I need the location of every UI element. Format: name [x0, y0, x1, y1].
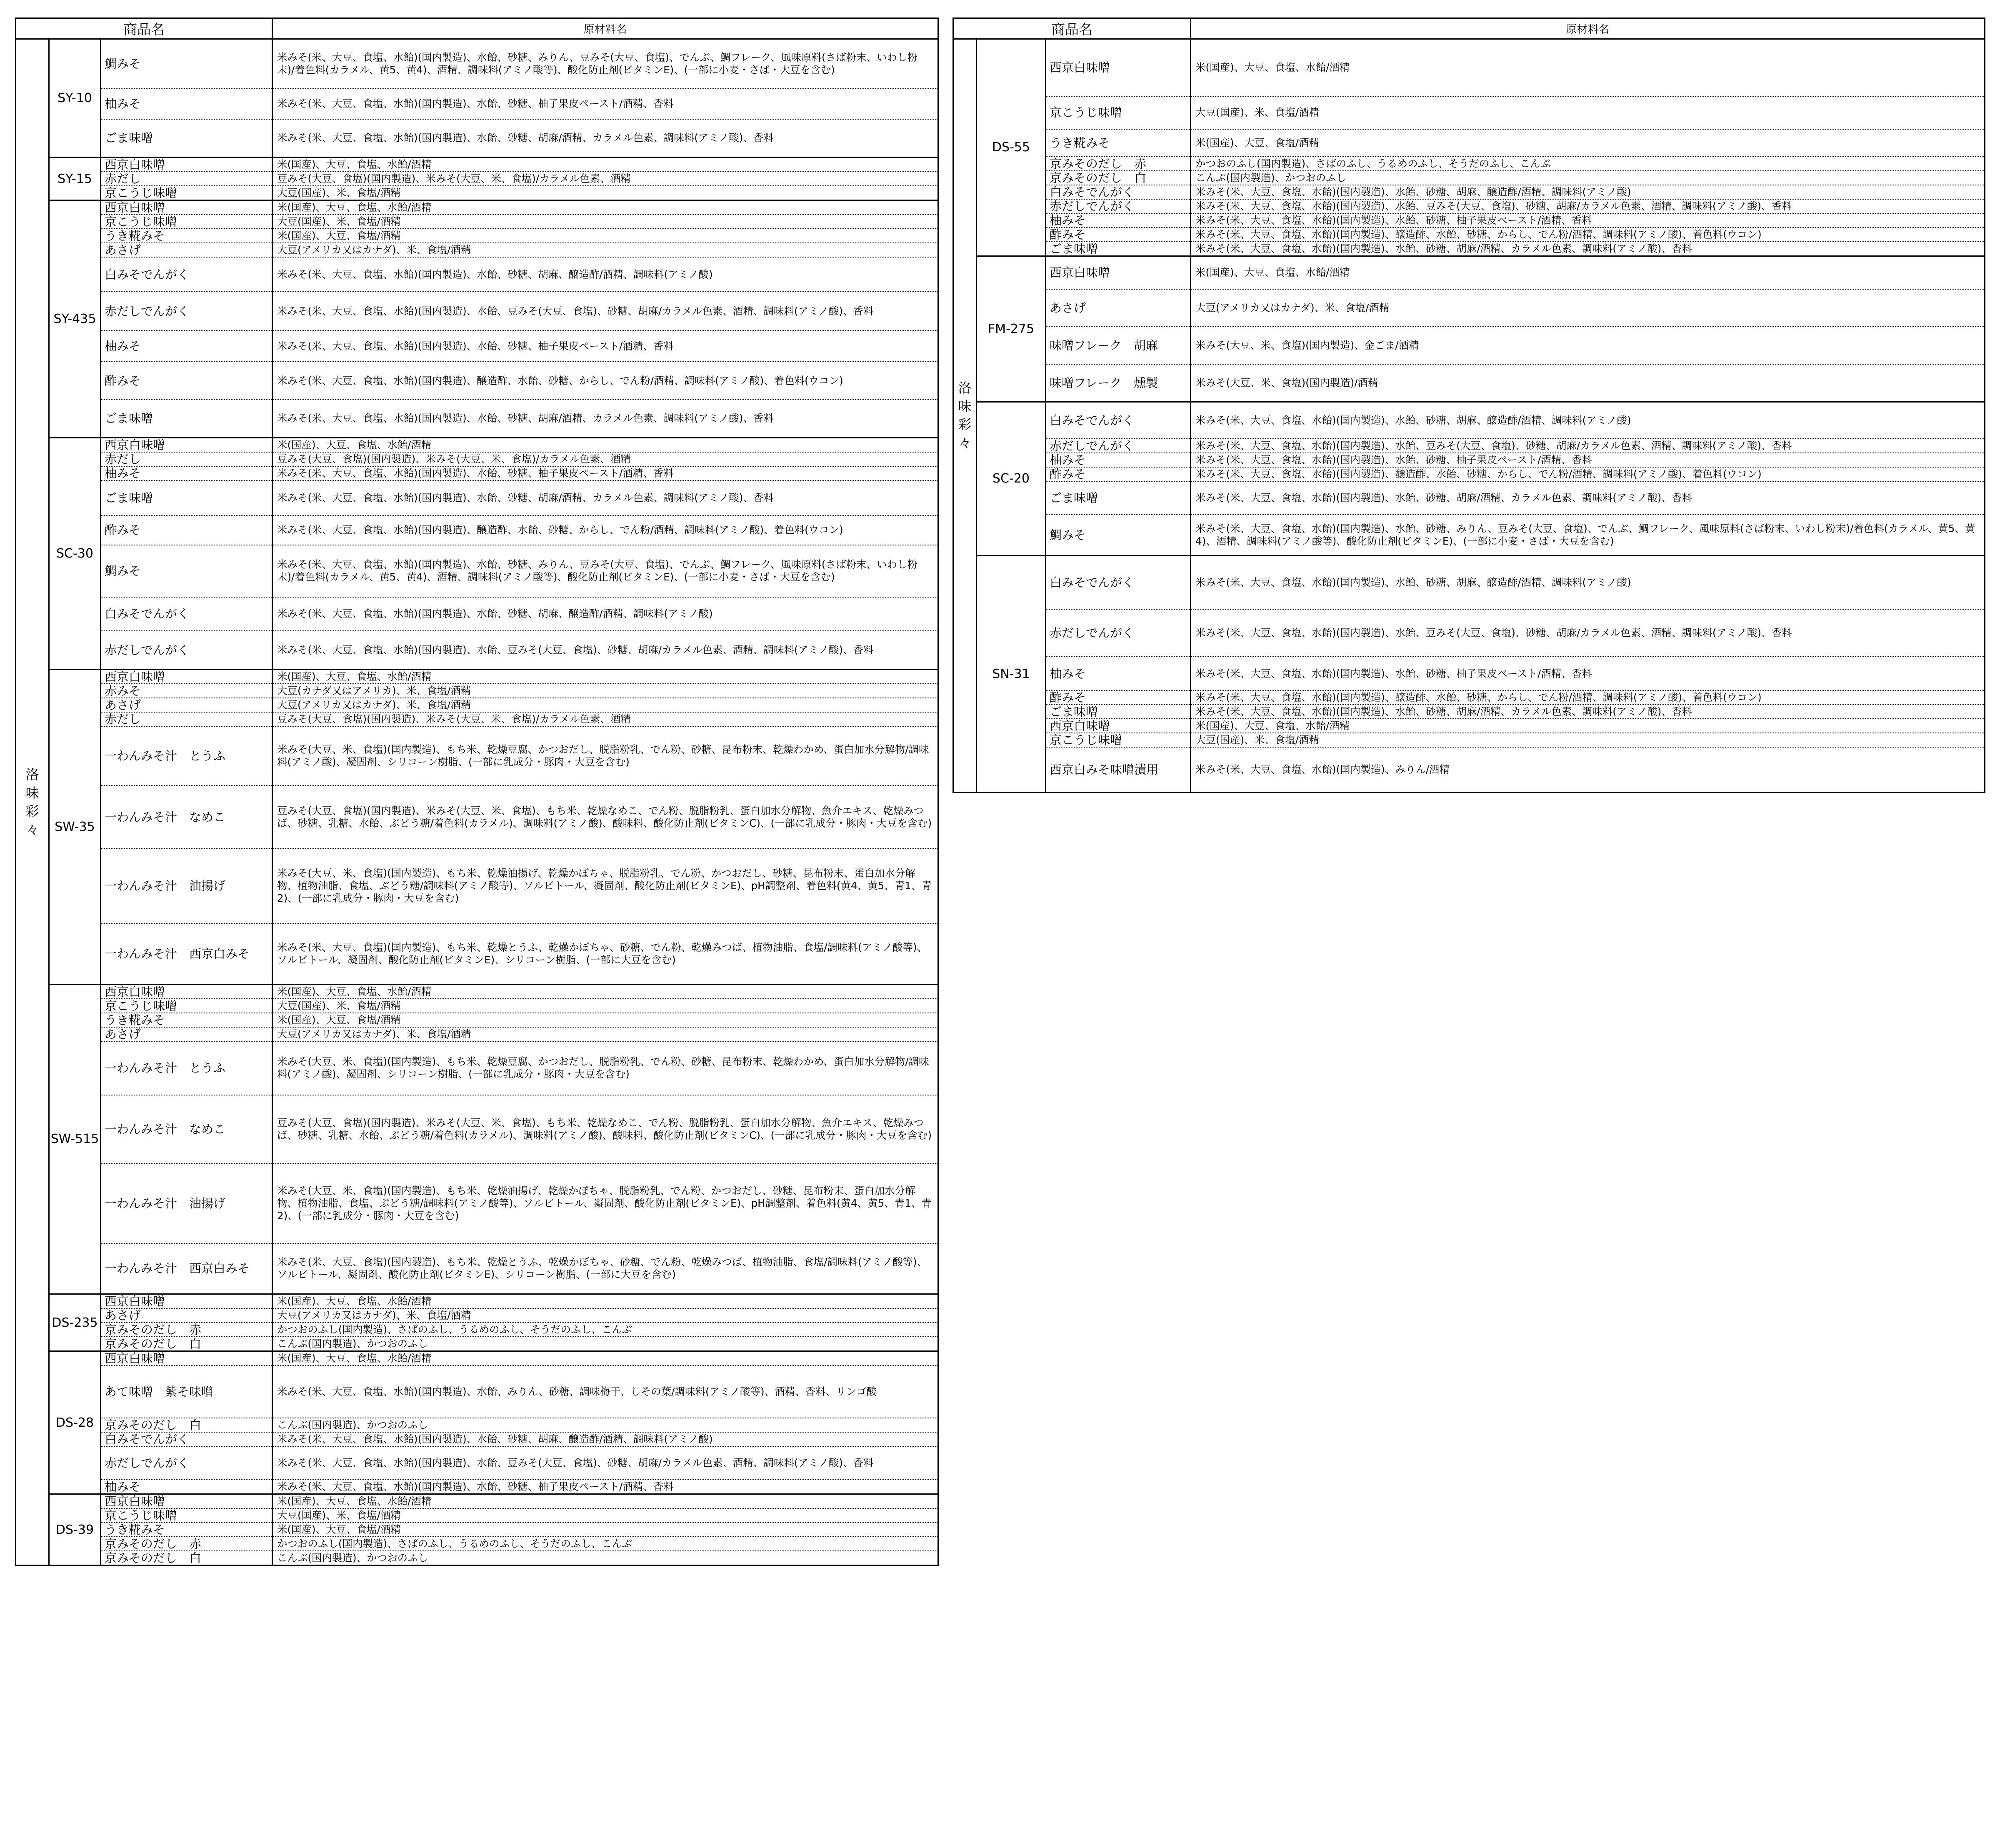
item-name: 西京白味噌: [101, 670, 272, 684]
item-name: 白みそでんがく: [1046, 185, 1191, 199]
item-name: 酢みそ: [101, 515, 272, 545]
ingredient-table-left: [15, 18, 939, 1566]
item-name: あて味噌 紫そ味噌: [101, 1365, 272, 1418]
item-name: 京みそのだし 赤: [101, 1537, 272, 1551]
ingredient-row: [16, 1095, 938, 1163]
item-name: 西京白味噌: [1046, 39, 1191, 96]
ingredient-row: [16, 362, 938, 400]
ingredient-row: [953, 555, 1985, 609]
item-name: 京こうじ味噌: [101, 215, 272, 229]
item-name: 京こうじ味噌: [101, 1508, 272, 1523]
ingredient-row: [953, 185, 1985, 199]
ingredient-row: [16, 89, 938, 119]
item-name: 一わんみそ汁 油揚げ: [101, 848, 272, 923]
ingredients-text: 米みそ(米、大豆、食塩、水飴)(国内製造)、水飴、砂糖、胡麻/酒精、カラメル色素、調味料(アミノ酸)、香料: [272, 400, 938, 438]
ingredient-row: [953, 705, 1985, 719]
item-name: 柚みそ: [1046, 657, 1191, 690]
ingredient-row: [16, 712, 938, 726]
right-body: [953, 39, 1985, 793]
ingredients-text: 米みそ(米、大豆、食塩、水飴)(国内製造)、水飴、砂糖、柚子果皮ペースト/酒精、香料: [1191, 213, 1985, 228]
ingredients-text: 米みそ(米、大豆、食塩、水飴)(国内製造)、醸造酢、水飴、砂糖、からし、でん粉/酒精、調味料(アミノ酸)、着色料(ウコン): [1191, 228, 1985, 242]
item-name: 白みそでんがく: [1046, 555, 1191, 609]
ingredient-row: [16, 1508, 938, 1523]
ingredient-row: [953, 364, 1985, 402]
header-ingredients: 原材料名: [1191, 18, 1985, 39]
item-name: ごま味噌: [1046, 705, 1191, 719]
ingredient-row: [16, 1551, 938, 1565]
ingredients-text: 米みそ(米、大豆、食塩、水飴)(国内製造)、水飴、砂糖、胡麻/酒精、カラメル色素、調味料(アミノ酸)、香料: [272, 480, 938, 515]
ingredients-text: 米みそ(米、大豆、食塩、水飴)(国内製造)、水飴、砂糖、胡麻、醸造酢/酒精、調味料(アミノ酸): [272, 597, 938, 631]
ingredient-row: [953, 439, 1985, 453]
ingredients-text: 米みそ(大豆、米、食塩)(国内製造)、もち米、乾燥豆腐、かつおだし、脱脂粉乳、でん粉、砂糖、昆布粉末、乾燥わかめ、蛋白加水分解物/調味料(アミノ酸)、凝固剤、シリコーン樹脂、(一部に乳成分・豚肉・大豆を含む): [272, 726, 938, 785]
ingredient-row: [16, 1523, 938, 1537]
ingredient-row: [16, 158, 938, 172]
item-name: 赤だし: [101, 712, 272, 726]
ingredient-row: [953, 199, 1985, 213]
ingredient-row: [953, 327, 1985, 364]
ingredient-row: [953, 157, 1985, 171]
ingredients-text: 米みそ(米、大豆、食塩、水飴)(国内製造)、水飴、砂糖、みりん、豆みそ(大豆、食塩)、でんぶ、鯛フレーク、風味原料(さば粉末、いわし粉末)/着色料(カラメル、黄5、黄4)、酒精、調味料(アミノ酸等)、酸化防止剤(ビタミンE)、(一部に小麦・さば・大豆を含む): [1191, 515, 1985, 555]
ingredient-row: [16, 229, 938, 243]
ingredient-row: [16, 330, 938, 362]
item-name: 一わんみそ汁 西京白みそ: [101, 1243, 272, 1294]
ingredients-text: 米みそ(米、大豆、食塩、水飴)(国内製造)、水飴、砂糖、柚子果皮ペースト/酒精、香料: [1191, 657, 1985, 690]
ingredients-text: 米(国産)、大豆、食塩/酒精: [272, 1523, 938, 1537]
product-code: SC-20: [977, 402, 1046, 555]
ingredients-text: 米(国産)、大豆、食塩/酒精: [272, 1013, 938, 1027]
ingredient-row: [16, 698, 938, 712]
ingredients-text: 大豆(国産)、米、食塩/酒精: [272, 1508, 938, 1523]
ingredients-text: 大豆(アメリカ又はカナダ)、米、食塩/酒精: [1191, 289, 1985, 327]
header-ingredients: 原材料名: [272, 18, 938, 39]
ingredients-text: 米みそ(大豆、米、食塩)(国内製造)、金ごま/酒精: [1191, 327, 1985, 364]
product-code: DS-28: [49, 1351, 101, 1494]
item-name: 一わんみそ汁 なめこ: [101, 1095, 272, 1163]
ingredient-table-right: [952, 18, 1985, 793]
ingredient-row: [16, 848, 938, 923]
item-name: あさげ: [1046, 289, 1191, 327]
ingredients-text: 米みそ(米、大豆、食塩、水飴)(国内製造)、水飴、砂糖、胡麻/酒精、カラメル色素、調味料(アミノ酸)、香料: [1191, 242, 1985, 256]
item-name: 酢みそ: [1046, 228, 1191, 242]
product-code: DS-39: [49, 1494, 101, 1565]
ingredient-row: [16, 452, 938, 466]
ingredients-text: 米みそ(大豆、米、食塩)(国内製造)、もち米、乾燥油揚げ、乾燥かぼちゃ、脱脂粉乳、でん粉、かつおだし、砂糖、昆布粉末、蛋白加水分解物、植物油脂、食塩、ぶどう糖/調味料(アミノ酸等)、ソルビトール、凝固剤、酸化防止剤(ビタミンE)、pH調整剤、着色料(黄4、黄5、青1、青2)、(一部に乳成分・豚肉・大豆を含む): [272, 848, 938, 923]
item-name: 京こうじ味噌: [101, 999, 272, 1013]
ingredient-row: [953, 242, 1985, 256]
ingredient-row: [953, 171, 1985, 185]
item-name: 味噌フレーク 胡麻: [1046, 327, 1191, 364]
ingredients-text: 米(国産)、大豆、食塩、水飴/酒精: [272, 1494, 938, 1509]
ingredients-text: 豆みそ(大豆、食塩)(国内製造)、米みそ(大豆、米、食塩)、もち米、乾燥なめこ、でん粉、脱脂粉乳、蛋白加水分解物、魚介エキス、乾燥みつば、砂糖、乳糖、水飴、ぶどう糖/着色料(カラメル)、調味料(アミノ酸)、酸味料、酸化防止剤(ビタミンC)、(一部に乳成分・豚肉・大豆を含む): [272, 785, 938, 848]
ingredient-row: [953, 39, 1985, 96]
ingredient-row: [16, 1323, 938, 1337]
item-name: 京みそのだし 赤: [101, 1323, 272, 1337]
item-name: 赤みそ: [101, 684, 272, 698]
item-name: 白みそでんがく: [1046, 402, 1191, 439]
ingredient-row: [16, 984, 938, 999]
ingredient-row: [16, 1041, 938, 1095]
item-name: 赤だし: [101, 452, 272, 466]
ingredient-row: [953, 481, 1985, 515]
ingredient-row: [16, 670, 938, 684]
ingredient-row: [953, 747, 1985, 792]
product-code: SY-435: [49, 200, 101, 438]
ingredient-row: [953, 657, 1985, 690]
ingredient-row: [16, 1480, 938, 1494]
ingredients-text: 米みそ(米、大豆、食塩、水飴)(国内製造)、水飴、豆みそ(大豆、食塩)、砂糖、胡麻/カラメル色素、酒精、調味料(アミノ酸)、香料: [272, 1446, 938, 1480]
ingredient-row: [16, 597, 938, 631]
ingredients-text: 豆みそ(大豆、食塩)(国内製造)、米みそ(大豆、米、食塩)/カラメル色素、酒精: [272, 452, 938, 466]
ingredients-text: 米みそ(米、大豆、食塩、水飴)(国内製造)、水飴、砂糖、胡麻/酒精、カラメル色素、調味料(アミノ酸)、香料: [272, 119, 938, 158]
item-name: 一わんみそ汁 とうふ: [101, 726, 272, 785]
item-name: 赤だしでんがく: [1046, 439, 1191, 453]
ingredients-text: 米みそ(米、大豆、食塩、水飴)(国内製造)、水飴、砂糖、胡麻/酒精、カラメル色素、調味料(アミノ酸)、香料: [1191, 481, 1985, 515]
ingredient-row: [16, 1013, 938, 1027]
ingredients-text: 米みそ(米、大豆、食塩、水飴)(国内製造)、水飴、砂糖、胡麻、醸造酢/酒精、調味料(アミノ酸): [1191, 185, 1985, 199]
ingredients-text: 米みそ(米、大豆、食塩、水飴)(国内製造)、水飴、豆みそ(大豆、食塩)、砂糖、胡麻/カラメル色素、酒精、調味料(アミノ酸)、香料: [1191, 199, 1985, 213]
ingredient-row: [953, 515, 1985, 555]
item-name: あさげ: [101, 243, 272, 257]
item-name: 西京白みそ味噌漬用: [1046, 747, 1191, 792]
ingredient-row: [16, 292, 938, 330]
ingredients-text: 米(国産)、大豆、食塩、水飴/酒精: [1191, 719, 1985, 733]
ingredients-text: 米みそ(米、大豆、食塩、水飴)(国内製造)、水飴、砂糖、胡麻、醸造酢/酒精、調味料(アミノ酸): [272, 1432, 938, 1446]
ingredients-text: 米みそ(米、大豆、食塩、水飴)(国内製造)、水飴、豆みそ(大豆、食塩)、砂糖、胡麻/カラメル色素、酒精、調味料(アミノ酸)、香料: [272, 292, 938, 330]
ingredients-text: 豆みそ(大豆、食塩)(国内製造)、米みそ(大豆、米、食塩)/カラメル色素、酒精: [272, 172, 938, 186]
product-code: SY-10: [49, 39, 101, 158]
ingredients-text: 大豆(アメリカ又はカナダ)、米、食塩/酒精: [272, 1027, 938, 1041]
ingredient-row: [16, 1365, 938, 1418]
product-code: SY-15: [49, 158, 101, 200]
ingredients-text: 米(国産)、大豆、食塩、水飴/酒精: [272, 984, 938, 999]
ingredients-text: 米みそ(米、大豆、食塩)(国内製造)、もち米、乾燥とうふ、乾燥かぼちゃ、砂糖、でん粉、乾燥みつば、植物油脂、食塩/調味料(アミノ酸等)、ソルビトール、凝固剤、酸化防止剤(ビタミンE)、シリコーン樹脂、(一部に大豆を含む): [272, 923, 938, 984]
ingredient-row: [16, 215, 938, 229]
ingredient-row: [953, 733, 1985, 747]
ingredient-row: [16, 257, 938, 292]
item-name: 京こうじ味噌: [1046, 733, 1191, 747]
ingredients-text: 米みそ(米、大豆、食塩、水飴)(国内製造)、醸造酢、水飴、砂糖、からし、でん粉/酒精、調味料(アミノ酸)、着色料(ウコン): [272, 515, 938, 545]
ingredients-text: 大豆(国産)、米、食塩/酒精: [1191, 733, 1985, 747]
product-code: FM-275: [977, 256, 1046, 402]
ingredients-text: 大豆(アメリカ又はカナダ)、米、食塩/酒精: [272, 1308, 938, 1323]
ingredients-text: 大豆(国産)、米、食塩/酒精: [272, 999, 938, 1013]
item-name: 京みそのだし 赤: [1046, 157, 1191, 171]
ingredients-text: 米みそ(米、大豆、食塩、水飴)(国内製造)、水飴、砂糖、胡麻、醸造酢/酒精、調味料(アミノ酸): [272, 257, 938, 292]
ingredients-text: 米(国産)、大豆、食塩、水飴/酒精: [272, 1351, 938, 1366]
ingredients-text: 米みそ(米、大豆、食塩、水飴)(国内製造)、醸造酢、水飴、砂糖、からし、でん粉/酒精、調味料(アミノ酸)、着色料(ウコン): [272, 362, 938, 400]
ingredient-row: [16, 785, 938, 848]
ingredient-row: [16, 1308, 938, 1323]
ingredients-text: 米(国産)、大豆、食塩/酒精: [272, 229, 938, 243]
item-name: 京こうじ味噌: [101, 186, 272, 200]
ingredient-row: [953, 690, 1985, 705]
ingredient-row: [16, 1351, 938, 1366]
ingredient-row: [953, 609, 1985, 657]
ingredients-text: 大豆(カナダ又はアメリカ)、米、食塩/酒精: [272, 684, 938, 698]
ingredients-text: 米みそ(米、大豆、食塩、水飴)(国内製造)、水飴、砂糖、柚子果皮ペースト/酒精、香料: [272, 89, 938, 119]
ingredients-text: 米みそ(米、大豆、食塩、水飴)(国内製造)、水飴、砂糖、みりん、豆みそ(大豆、食塩)、でんぶ、鯛フレーク、風味原料(さば粉末、いわし粉末)/着色料(カラメル、黄5、黄4)、酒精、調味料(アミノ酸等)、酸化防止剤(ビタミンE)、(一部に小麦・さば・大豆を含む): [272, 39, 938, 89]
ingredient-row: [953, 453, 1985, 467]
product-code: DS-235: [49, 1294, 101, 1351]
ingredients-text: 米(国産)、大豆、食塩、水飴/酒精: [272, 1294, 938, 1309]
ingredients-text: 米みそ(米、大豆、食塩、水飴)(国内製造)、水飴、みりん、砂糖、調味梅干、しその葉/調味料(アミノ酸等)、酒精、香料、リンゴ酸: [272, 1365, 938, 1418]
ingredients-text: 米(国産)、大豆、食塩、水飴/酒精: [272, 670, 938, 684]
ingredients-text: 米みそ(米、大豆、食塩、水飴)(国内製造)、水飴、砂糖、胡麻、醸造酢/酒精、調味料(アミノ酸): [1191, 402, 1985, 439]
ingredient-row: [16, 1027, 938, 1041]
item-name: 柚みそ: [101, 1480, 272, 1494]
item-name: 西京白味噌: [101, 200, 272, 215]
ingredient-row: [953, 402, 1985, 439]
item-name: うき糀みそ: [101, 1523, 272, 1537]
header-product-name: 商品名: [16, 18, 272, 39]
ingredients-text: 米(国産)、大豆、食塩、水飴/酒精: [1191, 256, 1985, 289]
ingredient-row: [16, 39, 938, 89]
ingredients-text: 米みそ(米、大豆、食塩、水飴)(国内製造)、みりん/酒精: [1191, 747, 1985, 792]
ingredients-text: かつおのふし(国内製造)、さばのふし、うるめのふし、そうだのふし、こんぶ: [272, 1323, 938, 1337]
item-name: 酢みそ: [1046, 690, 1191, 705]
product-code: SW-35: [49, 670, 101, 985]
item-name: あさげ: [101, 698, 272, 712]
item-name: 西京白味噌: [101, 438, 272, 452]
ingredient-row: [953, 96, 1985, 129]
ingredients-text: 米(国産)、大豆、食塩、水飴/酒精: [272, 158, 938, 172]
ingredients-text: 大豆(国産)、米、食塩/酒精: [272, 186, 938, 200]
ingredients-text: 米みそ(米、大豆、食塩)(国内製造)、もち米、乾燥とうふ、乾燥かぼちゃ、砂糖、でん粉、乾燥みつば、植物油脂、食塩/調味料(アミノ酸等)、ソルビトール、凝固剤、酸化防止剤(ビタミンE)、シリコーン樹脂、(一部に大豆を含む): [272, 1243, 938, 1294]
product-code: SW-515: [49, 984, 101, 1294]
ingredients-text: こんぶ(国内製造)、かつおのふし: [272, 1337, 938, 1351]
item-name: 京こうじ味噌: [1046, 96, 1191, 129]
item-name: 赤だしでんがく: [101, 292, 272, 330]
item-name: 酢みそ: [1046, 467, 1191, 481]
ingredient-row: [16, 515, 938, 545]
item-name: 鯛みそ: [1046, 515, 1191, 555]
item-name: 赤だしでんがく: [1046, 609, 1191, 657]
item-name: ごま味噌: [101, 119, 272, 158]
ingredients-text: 米みそ(米、大豆、食塩、水飴)(国内製造)、水飴、豆みそ(大豆、食塩)、砂糖、胡麻/カラメル色素、酒精、調味料(アミノ酸)、香料: [272, 631, 938, 670]
ingredients-text: こんぶ(国内製造)、かつおのふし: [272, 1551, 938, 1565]
item-name: 赤だしでんがく: [1046, 199, 1191, 213]
ingredient-row: [16, 999, 938, 1013]
item-name: 京みそのだし 白: [101, 1337, 272, 1351]
ingredient-row: [16, 923, 938, 984]
brand-name: 洛 味 彩 々: [16, 39, 49, 1565]
ingredients-text: 米みそ(米、大豆、食塩、水飴)(国内製造)、水飴、砂糖、胡麻/酒精、カラメル色素、調味料(アミノ酸)、香料: [1191, 705, 1985, 719]
ingredient-row: [16, 480, 938, 515]
brand-name: 洛 味 彩 々: [953, 39, 977, 793]
ingredient-row: [16, 172, 938, 186]
ingredient-row: [16, 400, 938, 438]
ingredient-row: [16, 119, 938, 158]
ingredient-row: [16, 1432, 938, 1446]
ingredient-row: [16, 200, 938, 215]
item-name: 柚みそ: [101, 89, 272, 119]
ingredients-text: 大豆(アメリカ又はカナダ)、米、食塩/酒精: [272, 698, 938, 712]
item-name: 赤だし: [101, 172, 272, 186]
item-name: 京みそのだし 白: [101, 1551, 272, 1565]
ingredients-text: 米みそ(米、大豆、食塩、水飴)(国内製造)、水飴、砂糖、みりん、豆みそ(大豆、食塩)、でんぶ、鯛フレーク、風味原料(さば粉末、いわし粉末)/着色料(カラメル、黄5、黄4)、酒精、調味料(アミノ酸等)、酸化防止剤(ビタミンE)、(一部に小麦・さば・大豆を含む): [272, 545, 938, 597]
ingredient-row: [953, 256, 1985, 289]
item-name: 西京白味噌: [101, 1294, 272, 1309]
item-name: うき糀みそ: [101, 1013, 272, 1027]
item-name: 白みそでんがく: [101, 597, 272, 631]
ingredients-text: 米みそ(大豆、米、食塩)(国内製造)/酒精: [1191, 364, 1985, 402]
ingredient-row: [16, 186, 938, 200]
item-name: 味噌フレーク 燻製: [1046, 364, 1191, 402]
ingredients-text: 米みそ(米、大豆、食塩、水飴)(国内製造)、水飴、砂糖、柚子果皮ペースト/酒精、香料: [1191, 453, 1985, 467]
item-name: 赤だしでんがく: [101, 1446, 272, 1480]
item-name: 西京白味噌: [101, 158, 272, 172]
ingredients-text: 米みそ(米、大豆、食塩、水飴)(国内製造)、水飴、砂糖、柚子果皮ペースト/酒精、香料: [272, 330, 938, 362]
item-name: あさげ: [101, 1308, 272, 1323]
item-name: 鯛みそ: [101, 545, 272, 597]
item-name: うき糀みそ: [101, 229, 272, 243]
header-product-name: 商品名: [953, 18, 1191, 39]
ingredients-text: こんぶ(国内製造)、かつおのふし: [1191, 171, 1985, 185]
ingredient-row: [16, 726, 938, 785]
ingredient-row: [16, 1418, 938, 1432]
item-name: 一わんみそ汁 とうふ: [101, 1041, 272, 1095]
ingredient-row: [16, 684, 938, 698]
ingredient-row: [16, 1537, 938, 1551]
item-name: 一わんみそ汁 油揚げ: [101, 1163, 272, 1243]
ingredient-row: [16, 243, 938, 257]
item-name: 柚みそ: [1046, 213, 1191, 228]
item-name: あさげ: [101, 1027, 272, 1041]
ingredients-text: 豆みそ(大豆、食塩)(国内製造)、米みそ(大豆、米、食塩)、もち米、乾燥なめこ、でん粉、脱脂粉乳、蛋白加水分解物、魚介エキス、乾燥みつば、砂糖、乳糖、水飴、ぶどう糖/着色料(カラメル)、調味料(アミノ酸)、酸味料、酸化防止剤(ビタミンC)、(一部に乳成分・豚肉・大豆を含む): [272, 1095, 938, 1163]
item-name: 白みそでんがく: [101, 257, 272, 292]
item-name: 京みそのだし 白: [1046, 171, 1191, 185]
item-name: 酢みそ: [101, 362, 272, 400]
ingredients-text: 米みそ(米、大豆、食塩、水飴)(国内製造)、醸造酢、水飴、砂糖、からし、でん粉/酒精、調味料(アミノ酸)、着色料(ウコン): [1191, 467, 1985, 481]
item-name: 西京白味噌: [101, 1494, 272, 1509]
item-name: 一わんみそ汁 なめこ: [101, 785, 272, 848]
ingredients-text: 米(国産)、大豆、食塩/酒精: [1191, 129, 1985, 157]
item-name: 一わんみそ汁 西京白みそ: [101, 923, 272, 984]
ingredient-row: [16, 438, 938, 452]
ingredients-text: 豆みそ(大豆、食塩)(国内製造)、米みそ(大豆、米、食塩)/カラメル色素、酒精: [272, 712, 938, 726]
item-name: 京みそのだし 白: [101, 1418, 272, 1432]
ingredient-row: [16, 1163, 938, 1243]
ingredient-row: [16, 1337, 938, 1351]
ingredients-text: こんぶ(国内製造)、かつおのふし: [272, 1418, 938, 1432]
item-name: ごま味噌: [1046, 481, 1191, 515]
ingredient-row: [953, 228, 1985, 242]
ingredients-text: 米(国産)、大豆、食塩、水飴/酒精: [1191, 39, 1985, 96]
ingredients-text: 米みそ(米、大豆、食塩、水飴)(国内製造)、水飴、豆みそ(大豆、食塩)、砂糖、胡麻/カラメル色素、酒精、調味料(アミノ酸)、香料: [1191, 609, 1985, 657]
ingredient-row: [953, 719, 1985, 733]
item-name: 鯛みそ: [101, 39, 272, 89]
ingredients-text: かつおのふし(国内製造)、さばのふし、うるめのふし、そうだのふし、こんぶ: [1191, 157, 1985, 171]
ingredients-text: 米みそ(米、大豆、食塩、水飴)(国内製造)、水飴、豆みそ(大豆、食塩)、砂糖、胡麻/カラメル色素、酒精、調味料(アミノ酸)、香料: [1191, 439, 1985, 453]
item-name: 柚みそ: [101, 466, 272, 480]
ingredients-text: 米みそ(米、大豆、食塩、水飴)(国内製造)、水飴、砂糖、柚子果皮ペースト/酒精、香料: [272, 1480, 938, 1494]
ingredients-text: 大豆(アメリカ又はカナダ)、米、食塩/酒精: [272, 243, 938, 257]
item-name: 白みそでんがく: [101, 1432, 272, 1446]
ingredients-text: 米みそ(大豆、米、食塩)(国内製造)、もち米、乾燥豆腐、かつおだし、脱脂粉乳、でん粉、砂糖、昆布粉末、乾燥わかめ、蛋白加水分解物/調味料(アミノ酸)、凝固剤、シリコーン樹脂、(一部に乳成分・豚肉・大豆を含む): [272, 1041, 938, 1095]
product-code: SN-31: [977, 555, 1046, 792]
ingredient-row: [16, 1494, 938, 1509]
ingredients-text: 大豆(国産)、米、食塩/酒精: [1191, 96, 1985, 129]
ingredient-row: [953, 213, 1985, 228]
ingredient-row: [953, 129, 1985, 157]
item-name: ごま味噌: [1046, 242, 1191, 256]
item-name: 西京白味噌: [101, 984, 272, 999]
item-name: 柚みそ: [101, 330, 272, 362]
item-name: 柚みそ: [1046, 453, 1191, 467]
ingredient-row: [16, 1243, 938, 1294]
ingredients-text: 米みそ(米、大豆、食塩、水飴)(国内製造)、水飴、砂糖、胡麻、醸造酢/酒精、調味料(アミノ酸): [1191, 555, 1985, 609]
product-code: SC-30: [49, 438, 101, 670]
ingredients-text: 米(国産)、大豆、食塩、水飴/酒精: [272, 200, 938, 215]
left-body: [16, 39, 938, 1565]
item-name: うき糀みそ: [1046, 129, 1191, 157]
item-name: 西京白味噌: [1046, 256, 1191, 289]
ingredients-text: かつおのふし(国内製造)、さばのふし、うるめのふし、そうだのふし、こんぶ: [272, 1537, 938, 1551]
ingredient-row: [16, 631, 938, 670]
item-name: ごま味噌: [101, 480, 272, 515]
ingredients-text: 米(国産)、大豆、食塩、水飴/酒精: [272, 438, 938, 452]
ingredient-row: [953, 467, 1985, 481]
product-code: DS-55: [977, 39, 1046, 256]
item-name: ごま味噌: [101, 400, 272, 438]
item-name: 西京白味噌: [101, 1351, 272, 1366]
ingredient-row: [16, 466, 938, 480]
ingredient-row: [16, 1294, 938, 1309]
ingredient-row: [16, 1446, 938, 1480]
item-name: 西京白味噌: [1046, 719, 1191, 733]
ingredients-text: 米みそ(米、大豆、食塩、水飴)(国内製造)、水飴、砂糖、柚子果皮ペースト/酒精、香料: [272, 466, 938, 480]
ingredients-text: 大豆(国産)、米、食塩/酒精: [272, 215, 938, 229]
ingredients-text: 米みそ(大豆、米、食塩)(国内製造)、もち米、乾燥油揚げ、乾燥かぼちゃ、脱脂粉乳、でん粉、かつおだし、砂糖、昆布粉末、蛋白加水分解物、植物油脂、食塩、ぶどう糖/調味料(アミノ酸等)、ソルビトール、凝固剤、酸化防止剤(ビタミンE)、pH調整剤、着色料(黄4、黄5、青1、青2)、(一部に乳成分・豚肉・大豆を含む): [272, 1163, 938, 1243]
ingredients-text: 米みそ(米、大豆、食塩、水飴)(国内製造)、醸造酢、水飴、砂糖、からし、でん粉/酒精、調味料(アミノ酸)、着色料(ウコン): [1191, 690, 1985, 705]
ingredient-row: [953, 289, 1985, 327]
ingredient-row: [16, 545, 938, 597]
item-name: 赤だしでんがく: [101, 631, 272, 670]
